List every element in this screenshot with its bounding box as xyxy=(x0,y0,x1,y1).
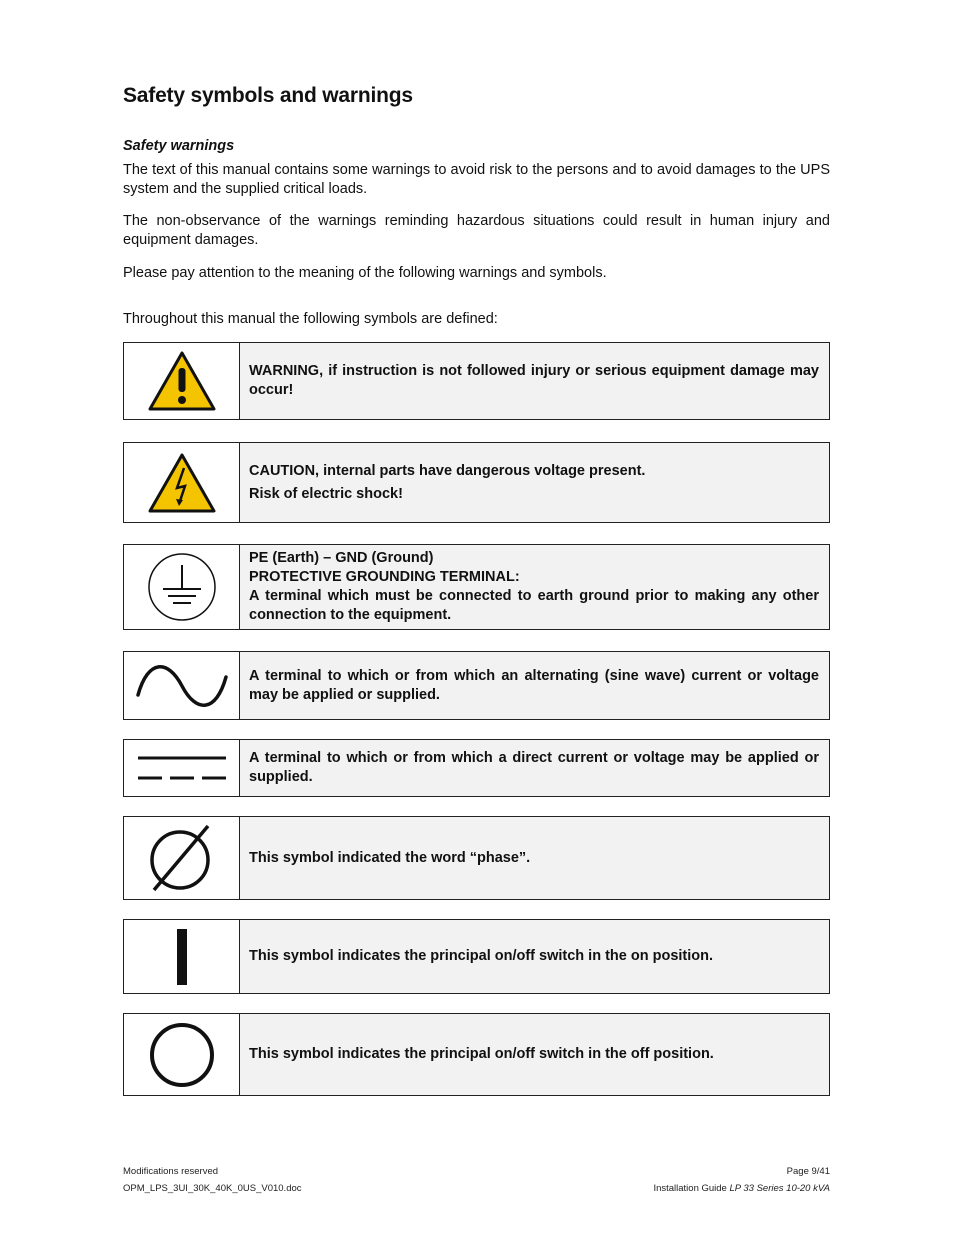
power-off-icon xyxy=(147,1020,217,1090)
symbol-text-ground-1: PE (Earth) – GND (Ground) xyxy=(249,550,434,566)
section-subheading: Safety warnings xyxy=(123,138,235,154)
symbol-row-power-off xyxy=(123,1013,830,1096)
power-on-icon xyxy=(172,927,192,987)
high-voltage-icon xyxy=(147,452,217,514)
phase-icon xyxy=(146,822,218,894)
footer-page-number: Page 9/41 xyxy=(786,1166,830,1177)
symbol-text-ground-2: PROTECTIVE GROUNDING TERMINAL: xyxy=(249,569,520,585)
warning-triangle-icon xyxy=(147,350,217,412)
paragraph-4: Throughout this manual the following symbols are defined: xyxy=(123,311,498,327)
symbol-text-direct-current: A terminal to which or from which a direct current or voltage may be applied or supplied. xyxy=(249,750,819,785)
symbol-text-caution-1: CAUTION, internal parts have dangerous voltage present. xyxy=(249,462,646,479)
symbol-row-ground xyxy=(123,544,830,630)
symbol-text-power-on: This symbol indicates the principal on/off switch in the on position. xyxy=(249,948,714,964)
symbol-row-phase xyxy=(123,816,830,900)
symbol-row-alternating-current xyxy=(123,651,830,720)
footer-guide-series: LP 33 Series 10-20 kVA xyxy=(729,1183,830,1194)
sine-wave-icon xyxy=(134,657,230,715)
paragraph-2: The non-observance of the warnings reminding hazardous situations could result in human injury and equipment damages. xyxy=(123,213,830,248)
footer-document-name: OPM_LPS_3UI_30K_40K_0US_V010.doc xyxy=(123,1183,302,1194)
paragraph-1: The text of this manual contains some warnings to avoid risk to the persons and to avoid damages to the UPS system and the supplied critical loads. xyxy=(123,162,830,197)
page-title: Safety symbols and warnings xyxy=(123,84,413,107)
symbol-text-power-off: This symbol indicates the principal on/off switch in the off position. xyxy=(249,1046,714,1062)
paragraph-3: Please pay attention to the meaning of the following warnings and symbols. xyxy=(123,265,607,281)
symbol-row-power-on xyxy=(123,919,830,994)
symbol-text-caution-2: Risk of electric shock! xyxy=(249,485,403,502)
footer-guide-prefix: Installation Guide xyxy=(653,1183,730,1194)
symbol-text-alternating-current: A terminal to which or from which an alternating (sine wave) current or voltage may be applied or supplied. xyxy=(249,667,819,703)
symbol-text-warning: WARNING, if instruction is not followed injury or serious equipment damage may occur! xyxy=(249,363,819,398)
ground-icon xyxy=(146,551,218,623)
symbol-row-warning xyxy=(123,342,830,420)
symbol-text-ground-3: A terminal which must be connected to earth ground prior to making any other connection to the equipment. xyxy=(249,588,819,623)
symbol-row-direct-current xyxy=(123,739,830,797)
footer-guide-title xyxy=(653,1183,830,1194)
direct-current-icon xyxy=(136,752,228,784)
symbol-text-phase: This symbol indicated the word “phase”. xyxy=(249,849,531,866)
symbol-row-caution xyxy=(123,442,830,523)
footer-modifications: Modifications reserved xyxy=(123,1166,219,1177)
